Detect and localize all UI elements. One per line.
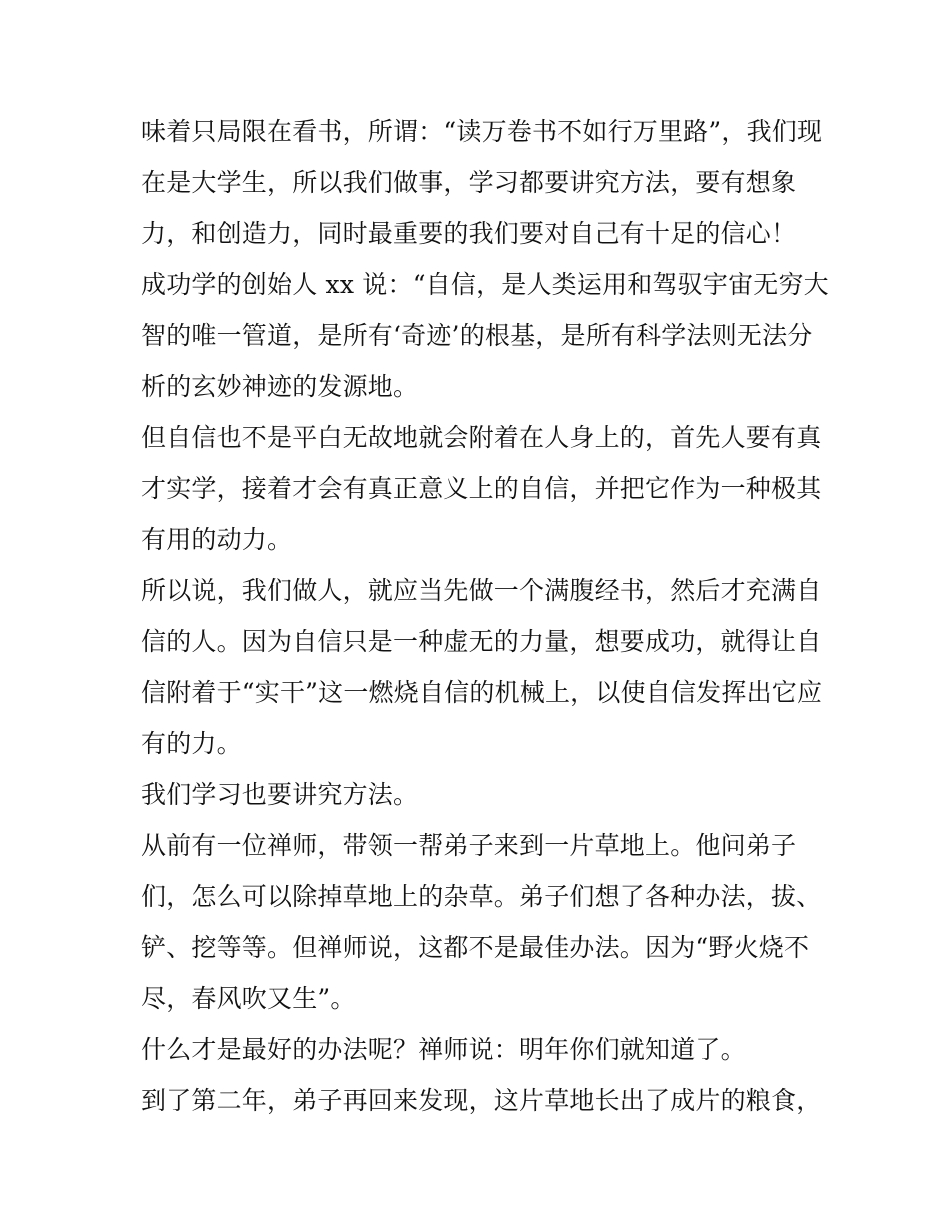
text-line: 我们学习也要讲究方法。: [141, 780, 419, 809]
text-line: 力，和创造力，同时最重要的我们要对自己有十足的信心！: [141, 219, 797, 248]
text-line: 有的力。: [141, 729, 242, 758]
text-line: 才实学，接着才会有真正意义上的自信，并把它作为一种极其: [141, 474, 822, 503]
text-line: 味着只局限在看书，所谓：“读万卷书不如行万里路”，我们现: [141, 117, 823, 146]
text-line: 什么才是最好的办法呢？禅师说：明年你们就知道了。: [141, 1035, 746, 1064]
text-line: 智的唯一管道，是所有‘奇迹’的根基，是所有科学法则无法分: [141, 321, 813, 350]
text-line: 们，怎么可以除掉草地上的杂草。弟子们想了各种办法，拔、: [141, 882, 822, 911]
text-line: 信的人。因为自信只是一种虚无的力量，想要成功，就得让自: [141, 627, 822, 656]
text-line: 析的玄妙神迹的发源地。: [141, 372, 419, 401]
text-line: 但自信也不是平白无故地就会附着在人身上的，首先人要有真: [141, 423, 822, 452]
text-line: 到了第二年，弟子再回来发现，这片草地长出了成片的粮食，: [141, 1086, 822, 1115]
text-line: 在是大学生，所以我们做事，学习都要讲究方法，要有想象: [141, 168, 797, 197]
text-line: 所以说，我们做人，就应当先做一个满腹经书，然后才充满自: [141, 576, 822, 605]
text-line: 尽，春风吹又生”。: [141, 984, 356, 1013]
text-line: 从前有一位禅师，带领一帮弟子来到一片草地上。他问弟子: [141, 831, 797, 860]
text-line: 铲、挖等等。但禅师说，这都不是最佳办法。因为“野火烧不: [141, 933, 810, 962]
text-line: 信附着于“实干”这一燃烧自信的机械上，以使自信发挥出它应: [141, 678, 823, 707]
document-body: [141, 106, 829, 1126]
text-line: 有用的动力。: [141, 525, 293, 554]
text-line: 成功学的创始人 xx 说：“自信，是人类运用和驾驭宇宙无穷大: [141, 270, 829, 299]
